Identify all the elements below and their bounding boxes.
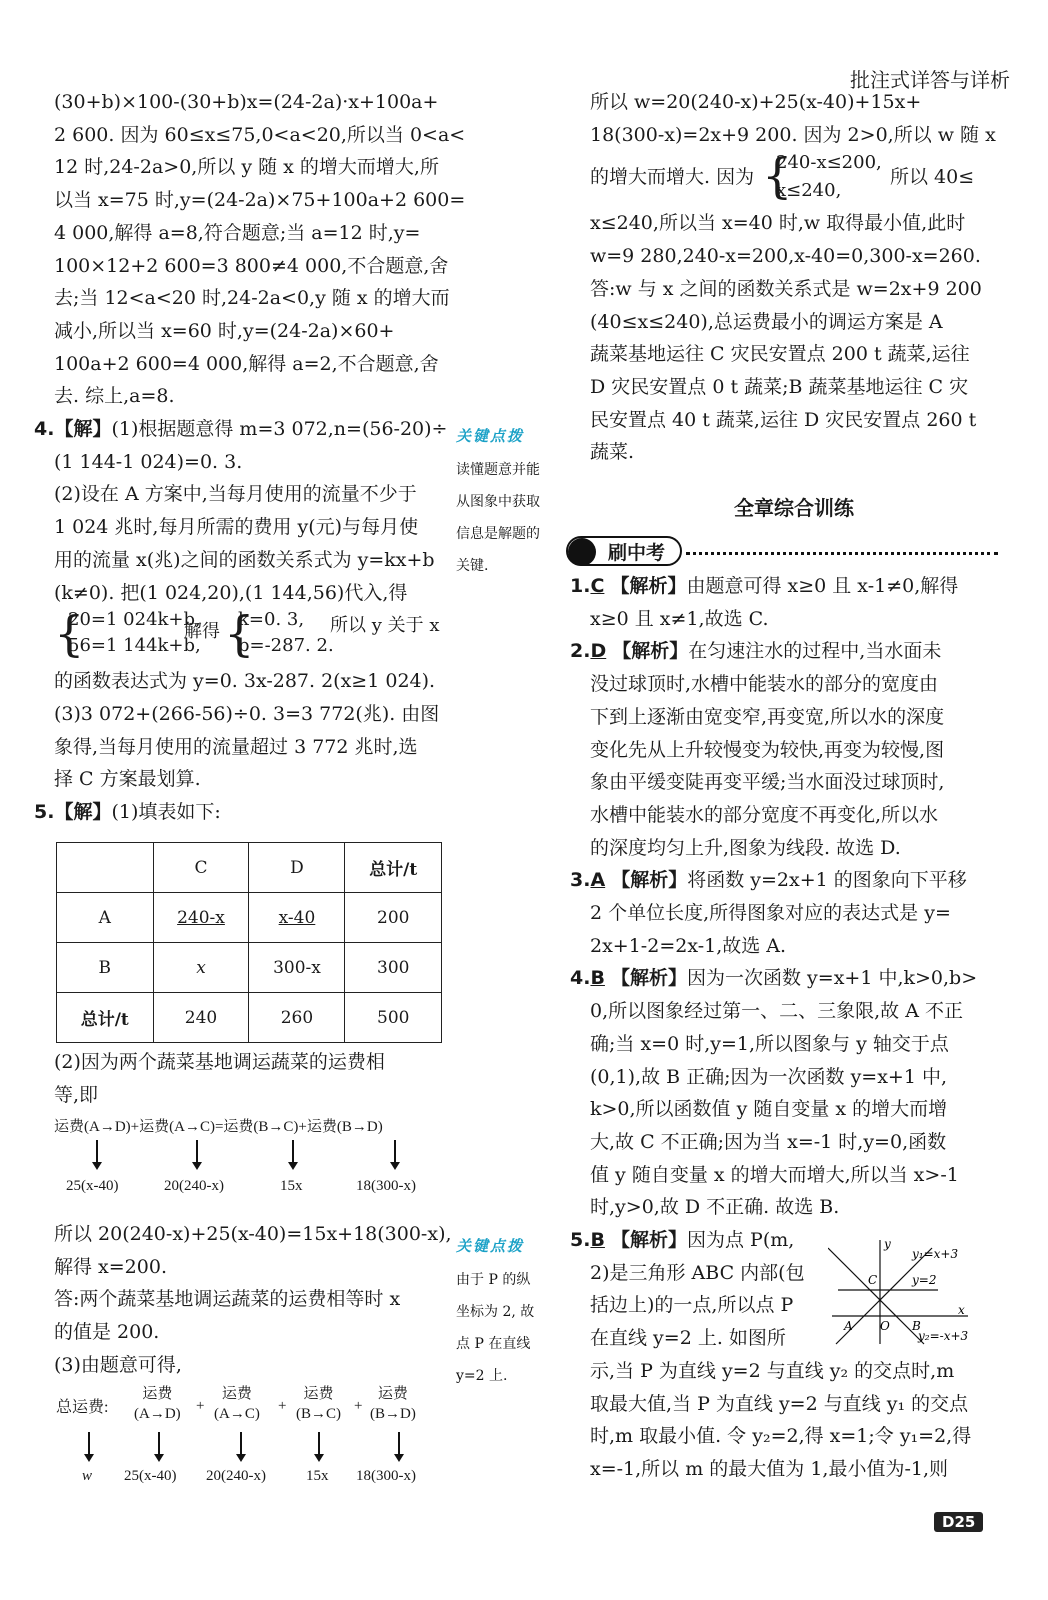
- q4-first-line: [34, 413, 454, 446]
- flow-term: 20(240-x): [206, 1468, 266, 1484]
- flow-term: 15x: [306, 1468, 329, 1484]
- text-line: 象由平缓变陡再变平缓;当水面没过球顶时,: [590, 771, 945, 794]
- text-line: 大,故 C 不正确;因为当 x=-1 时,y=0,函数: [590, 1130, 947, 1153]
- text-line: (0,1),故 B 正确;因为一次函数 y=x+1 中,: [590, 1065, 948, 1088]
- text-line: 2 个单位长度,所得图象对应的表达式是 y=: [590, 902, 951, 925]
- down-arrow-icon: [398, 1432, 400, 1460]
- text-line: 蔬菜.: [590, 441, 635, 464]
- note-line: 从图象中获取: [456, 494, 540, 510]
- brace: {: [762, 148, 793, 205]
- answer-choice: D: [590, 640, 607, 663]
- table-cell: 300-x: [249, 943, 345, 993]
- table-row: [57, 943, 442, 993]
- system-row: x≤240,: [776, 180, 842, 202]
- table-cell: [57, 843, 154, 893]
- flow2-item-label: (A→C): [214, 1406, 260, 1422]
- flow2-item: [214, 1384, 260, 1424]
- text-line: 的值是 200.: [54, 1321, 160, 1344]
- text-line: 括边上)的一点,所以点 P: [590, 1294, 794, 1317]
- text-line: 在直线 y=2 上. 如图所: [590, 1327, 786, 1350]
- text-line: k>0,所以函数值 y 随自变量 x 的增大而增: [590, 1098, 948, 1121]
- flow1-top: 运费(A→D)+运费(A→C)=运费(B→C)+运费(B→D): [54, 1119, 383, 1135]
- table-cell: 260: [249, 993, 345, 1043]
- note-line: 读懂题意并能: [456, 462, 540, 478]
- table-cell: D: [249, 843, 345, 893]
- text-line: 象得,当每月使用的流量超过 3 772 兆时,选: [54, 735, 418, 758]
- text-line: 12 时,24-2a>0,所以 y 随 x 的增大而增大,所: [54, 156, 439, 179]
- flow-term: 25(x-40): [124, 1468, 177, 1484]
- text-line: (k≠0). 把(1 024,20),(1 144,56)代入,得: [54, 581, 408, 604]
- text-line: 没过球顶时,水槽中能装水的部分的宽度由: [590, 673, 939, 696]
- table-cell: x: [153, 943, 249, 993]
- flow2-item-label: 运费: [303, 1386, 334, 1402]
- brace: {: [224, 606, 255, 663]
- text-line: (30+b)×100-(30+b)x=(24-2a)·x+100a+: [54, 91, 439, 113]
- text-line: 18(300-x)=2x+9 200. 因为 2>0,所以 w 随 x: [590, 123, 996, 146]
- system-line: [590, 148, 998, 207]
- answer-choice: B: [590, 967, 605, 990]
- line-label: y₂=-x+3: [918, 1329, 969, 1343]
- q5-after: [54, 1218, 454, 1382]
- text-line: 蔬菜基地运往 C 灾民安置点 200 t 蔬菜,运往: [590, 343, 970, 366]
- text-line: 时,y>0,故 D 不正确. 故选 B.: [590, 1196, 840, 1219]
- question-number: 3.: [570, 869, 591, 892]
- brace: {: [54, 606, 85, 663]
- table-cell: C: [153, 843, 249, 893]
- text-line: 的深度均匀上升,图象为线段. 故选 D.: [590, 836, 901, 859]
- flow-term: 15x: [280, 1178, 303, 1194]
- text-line: 水槽中能装水的部分宽度不再变化,所以水: [590, 803, 939, 826]
- table-row: [57, 993, 442, 1043]
- text-line: 将函数 y=2x+1 的图象向下平移: [687, 869, 967, 892]
- text-line: 以当 x=75 时,y=(24-2a)×75+100a+2 600=: [54, 189, 466, 212]
- q5-first-line: [34, 796, 454, 829]
- page-number: D25: [934, 1512, 983, 1532]
- flow-term: 18(300-x): [356, 1178, 416, 1194]
- text-line: w=9 280,240-x=200,x-40=0,300-x=260.: [590, 245, 981, 268]
- table-cell: 总计/t: [345, 843, 442, 893]
- analysis-tag: 【解析】: [610, 1229, 687, 1252]
- key-point-note: [456, 1234, 560, 1392]
- flow2-item-label: (B→D): [370, 1406, 416, 1422]
- text-line: x≥0 且 x≠1,故选 C.: [590, 607, 769, 630]
- flow2-item-label: 运费: [221, 1386, 252, 1402]
- text-line: 所以 w=20(240-x)+25(x-40)+15x+: [590, 91, 922, 113]
- table-cell: 200: [345, 893, 442, 943]
- text-span: 的增大而增大. 因为: [590, 166, 755, 189]
- system-row: 56=1 144k+b,: [68, 635, 201, 657]
- text-line: 解得 x=200.: [54, 1255, 167, 1278]
- question-number: 4.: [34, 418, 55, 441]
- axis-label: y: [884, 1237, 891, 1251]
- down-arrow-icon: [158, 1432, 160, 1460]
- solution-tag: 【解】: [54, 418, 112, 441]
- text-line: 4 000,解得 a=8,符合题意;当 a=12 时,y=: [54, 221, 421, 244]
- system-row: b=-287. 2.: [238, 635, 334, 657]
- key-point-title: 关键点拨: [456, 1237, 525, 1255]
- text-line: (1)根据题意得 m=3 072,n=(56-20)÷: [111, 418, 448, 441]
- text-line: 示,当 P 为直线 y=2 与直线 y₂ 的交点时,m: [590, 1359, 955, 1382]
- point-label: B: [912, 1319, 921, 1333]
- question-number: 5.: [34, 801, 55, 824]
- flow2-item: [370, 1384, 416, 1424]
- down-arrow-icon: [318, 1432, 320, 1460]
- point-label: O: [880, 1319, 890, 1333]
- answer-choice: B: [590, 1229, 605, 1252]
- page-header: 批注式详答与详析: [850, 68, 1010, 92]
- section-badge: [566, 536, 998, 568]
- line-label: y=2: [912, 1273, 937, 1287]
- down-arrow-icon: [96, 1140, 98, 1168]
- key-point-title: 关键点拨: [456, 427, 525, 445]
- text-line: 取最大值,当 P 为直线 y=2 与直线 y₁ 的交点: [590, 1392, 969, 1415]
- text-line: 变化先从上升较慢变为较快,再变为较慢,图: [590, 738, 945, 761]
- freight-table: [56, 842, 442, 1043]
- key-point-note: [456, 424, 560, 582]
- text-line: x≤240,所以当 x=40 时,w 取得最小值,此时: [590, 212, 966, 235]
- text-line: (2)因为两个蔬菜基地调运蔬菜的运费相: [54, 1051, 385, 1073]
- axis-label: x: [958, 1303, 965, 1317]
- table-cell: 300: [345, 943, 442, 993]
- table-cell: B: [57, 943, 154, 993]
- answer-item: [570, 570, 998, 603]
- answers-column: [570, 570, 998, 1486]
- table-row: [57, 843, 442, 893]
- q5-part2: [54, 1046, 454, 1111]
- down-arrow-icon: [196, 1140, 198, 1168]
- analysis-tag: 【解析】: [610, 967, 687, 990]
- text-line: 用的流量 x(兆)之间的函数关系式为 y=kx+b: [54, 548, 435, 571]
- text-line: 2x+1-2=2x-1,故选 A.: [590, 934, 787, 957]
- text-line: 时,m 取最小值. 令 y₂=2,得 x=1;令 y₁=2,得: [590, 1425, 972, 1448]
- text-line: 1 024 兆时,每月所需的费用 y(元)与每月使: [54, 516, 419, 539]
- pen-icon: [568, 538, 596, 566]
- text-line: 去;当 12<a<20 时,24-2a<0,y 随 x 的增大而: [54, 287, 450, 310]
- badge-label: 刷中考: [566, 536, 682, 566]
- answer-choice: C: [590, 575, 605, 597]
- text-line: 100a+2 600=4 000,解得 a=2,不合题意,舍: [54, 352, 439, 375]
- text-line: (40≤x≤240),总运费最小的调运方案是 A: [590, 310, 943, 333]
- note-line: 坐标为 2, 故: [456, 1304, 535, 1320]
- plus-sign: +: [196, 1398, 205, 1414]
- system-row: k=0. 3,: [238, 609, 305, 631]
- answer-item: [570, 864, 998, 897]
- text-line: 由题意可得 x≥0 且 x-1≠0,解得: [686, 575, 959, 597]
- text-line: (2)设在 A 方案中,当每月使用的流量不少于: [54, 483, 417, 506]
- flow2-item-label: 运费: [142, 1386, 173, 1402]
- analysis-tag: 【解析】: [611, 869, 688, 892]
- flow2-item: [296, 1384, 341, 1424]
- text-line: D 灾民安置点 0 t 蔬菜;B 蔬菜基地运往 C 灾: [590, 375, 969, 398]
- text-line: 值 y 随自变量 x 的增大而增大,所以当 x>-1: [590, 1163, 959, 1186]
- question-number: 4.: [570, 967, 591, 990]
- section-title: 全章综合训练: [734, 496, 854, 520]
- text-line: (3)由题意可得,: [54, 1353, 182, 1376]
- analysis-tag: 【解析】: [610, 575, 687, 597]
- table-row: [57, 893, 442, 943]
- text-line: (3)3 072+(266-56)÷0. 3=3 772(兆). 由图: [54, 702, 440, 725]
- table-cell: x-40: [249, 893, 345, 943]
- flow-term: 20(240-x): [164, 1178, 224, 1194]
- table-cell: 240-x: [153, 893, 249, 943]
- triangle-graph: [828, 1236, 998, 1348]
- down-arrow-icon: [292, 1140, 294, 1168]
- text-line: 等,即: [54, 1083, 99, 1106]
- text-line: 因为点 P(m,: [687, 1229, 795, 1252]
- text-line: 的函数表达式为 y=0. 3x-287. 2(x≥1 024).: [54, 670, 436, 693]
- question-number: 1.: [570, 575, 591, 597]
- point-label: A: [844, 1319, 853, 1333]
- dotted-divider: [686, 552, 998, 555]
- line-y2: [828, 1248, 924, 1344]
- flow-term: w: [82, 1468, 93, 1484]
- text-line: 0,所以图象经过第一、二、三象限,故 A 不正: [590, 1000, 963, 1023]
- text-line: 确;当 x=0 时,y=1,所以图象与 y 轴交于点: [590, 1032, 949, 1055]
- down-arrow-icon: [240, 1432, 242, 1460]
- text-line: x=-1,所以 m 的最大值为 1,最小值为-1,则: [590, 1457, 948, 1480]
- left-column: [34, 86, 466, 829]
- question-number: 5.: [570, 1229, 591, 1252]
- solution-tag: 【解】: [54, 801, 112, 824]
- note-line: 关键.: [456, 558, 489, 574]
- text-span: 所以 40≤: [890, 166, 975, 189]
- note-line: 由于 P 的纵: [456, 1272, 531, 1288]
- table-cell: 500: [345, 993, 442, 1043]
- text-line: (1 144-1 024)=0. 3.: [54, 450, 243, 473]
- text-line: 答:两个蔬菜基地调运蔬菜的运费相等时 x: [54, 1288, 401, 1311]
- line-label: y₁=x+3: [912, 1247, 959, 1261]
- text-line: 下到上逐渐由宽变窄,再变宽,所以水的深度: [590, 705, 945, 728]
- text-line: 民安置点 40 t 蔬菜,运往 D 灾民安置点 260 t: [590, 408, 977, 431]
- note-line: 信息是解题的: [456, 526, 540, 542]
- equation-system-line: [54, 606, 454, 665]
- text-span: 所以 y 关于 x: [330, 615, 440, 637]
- answer-choice: A: [590, 869, 606, 892]
- down-arrow-icon: [88, 1432, 90, 1460]
- flow-term: 25(x-40): [66, 1178, 119, 1194]
- flow2-item-label: (B→C): [296, 1406, 341, 1422]
- note-line: y=2 上.: [456, 1368, 508, 1384]
- table-cell: A: [57, 893, 154, 943]
- text-line: 择 C 方案最划算.: [54, 768, 201, 791]
- text-span: 解得: [184, 621, 220, 643]
- plus-sign: +: [354, 1398, 363, 1414]
- text-line: (1)填表如下:: [111, 801, 221, 824]
- flow2-item-label: 运费: [377, 1386, 408, 1402]
- text-line: 2 600. 因为 60≤x≤75,0<a<20,所以当 0<a<: [54, 123, 466, 146]
- plus-sign: +: [278, 1398, 287, 1414]
- flow2-lead: 总运费:: [56, 1399, 109, 1416]
- question-number: 2.: [570, 640, 591, 663]
- text-line: 去. 综上,a=8.: [54, 385, 175, 408]
- system-row: 20=1 024k+b,: [68, 609, 201, 631]
- point-label: C: [868, 1273, 878, 1287]
- table-cell: 240: [153, 993, 249, 1043]
- text-line: 因为一次函数 y=x+1 中,k>0,b>: [687, 967, 978, 990]
- text-line: 100×12+2 600=3 800≠4 000,不合题意,舍: [54, 254, 449, 277]
- text-line: 所以 20(240-x)+25(x-40)=15x+18(300-x),: [54, 1223, 452, 1245]
- flow2-item: [134, 1384, 181, 1424]
- flow-term: 18(300-x): [356, 1468, 416, 1484]
- flow2-item-label: (A→D): [134, 1406, 181, 1422]
- table-cell: 总计/t: [57, 993, 154, 1043]
- system-row: 240-x≤200,: [776, 152, 882, 174]
- answer-item: [570, 635, 998, 668]
- note-line: 点 P 在直线: [456, 1336, 531, 1352]
- answer-item: [570, 962, 998, 995]
- down-arrow-icon: [394, 1140, 396, 1168]
- text-line: 在匀速注水的过程中,当水面未: [688, 640, 942, 663]
- text-line: 2)是三角形 ABC 内部(包: [590, 1261, 805, 1284]
- analysis-tag: 【解析】: [612, 640, 689, 663]
- right-column: [590, 86, 998, 469]
- text-line: 减小,所以当 x=60 时,y=(24-2a)×60+: [54, 319, 395, 342]
- text-line: 答:w 与 x 之间的函数关系式是 w=2x+9 200: [590, 277, 982, 300]
